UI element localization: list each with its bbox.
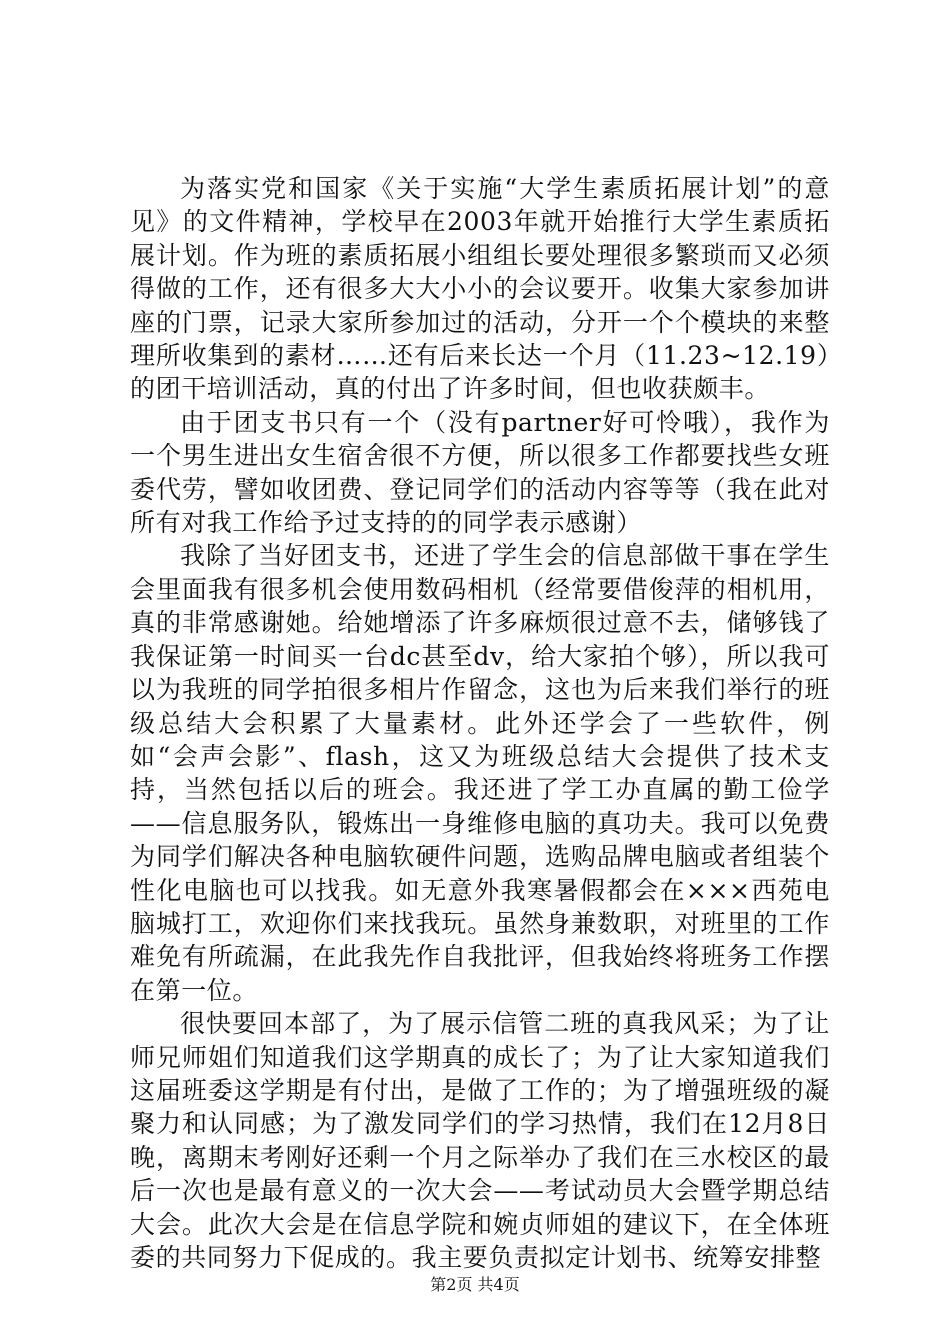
page-number-footer: 第2页 共4页 [430, 1275, 520, 1294]
body-text [130, 172, 830, 1274]
paragraph-2: 由于团支书只有一个（没有partner好可怜哦），我作为一个男生进出女生宿舍很不方便，所以很多工作都要找些女班委代劳，譬如收团费、登记同学们的活动内容等等（我在此对所有对我工作给予过支持的的同学表示感谢） [130, 407, 830, 538]
paragraph-1: 为落实党和国家《关于实施“大学生素质拓展计划”的意见》的文件精神，学校早在2003年就开始推行大学生素质拓展计划。作为班的素质拓展小组组长要处理很多繁琐而又必须得做的工作，还有很多大大小小的会议要开。收集大家参加讲座的门票，记录大家所参加过的活动，分开一个个模块的来整理所收集到的素材……还有后来长达一个月（11.23~12.19）的团干培训活动，真的付出了许多时间，但也收获颇丰。 [130, 174, 830, 404]
paragraph-4: 很快要回本部了，为了展示信管二班的真我风采；为了让师兄师姐们知道我们这学期真的成长了；为了让大家知道我们这届班委这学期是有付出，是做了工作的；为了增强班级的凝聚力和认同感；为了激发同学们的学习热情，我们在12月8日晚，离期末考刚好还剩一个月之际举办了我们在三水校区的最后一次也是最有意义的一次大会——考试动员大会暨学期总结大会。此次大会是在信息学院和婉贞师姐的建议下，在全体班委的共同努力下促成的。我主要负责拟定计划书、统筹安排整 [130, 1009, 830, 1272]
paragraph-3: 我除了当好团支书，还进了学生会的信息部做干事在学生会里面我有很多机会使用数码相机（经常要借俊萍的相机用，真的非常感谢她。给她增添了许多麻烦很过意不去，储够钱了我保证第一时间买一台dc甚至dv，给大家拍个够），所以我可以为我班的同学拍很多相片作留念，这也为后来我们举行的班级总结大会积累了大量素材。此外还学会了一些软件，例如“会声会影”、flash，这又为班级总结大会提供了技术支持，当然包括以后的班会。我还进了学工办直属的勤工俭学——信息服务队，锻炼出一身维修电脑的真功夫。我可以免费为同学们解决各种电脑软硬件问题，选购品牌电脑或者组装个性化电脑也可以找我。如无意外我寒暑假都会在×××西苑电脑城打工，欢迎你们来找我玩。虽然身兼数职，对班里的工作难免有所疏漏，在此我先作自我批评，但我始终将班务工作摆在第一位。 [130, 541, 830, 1005]
